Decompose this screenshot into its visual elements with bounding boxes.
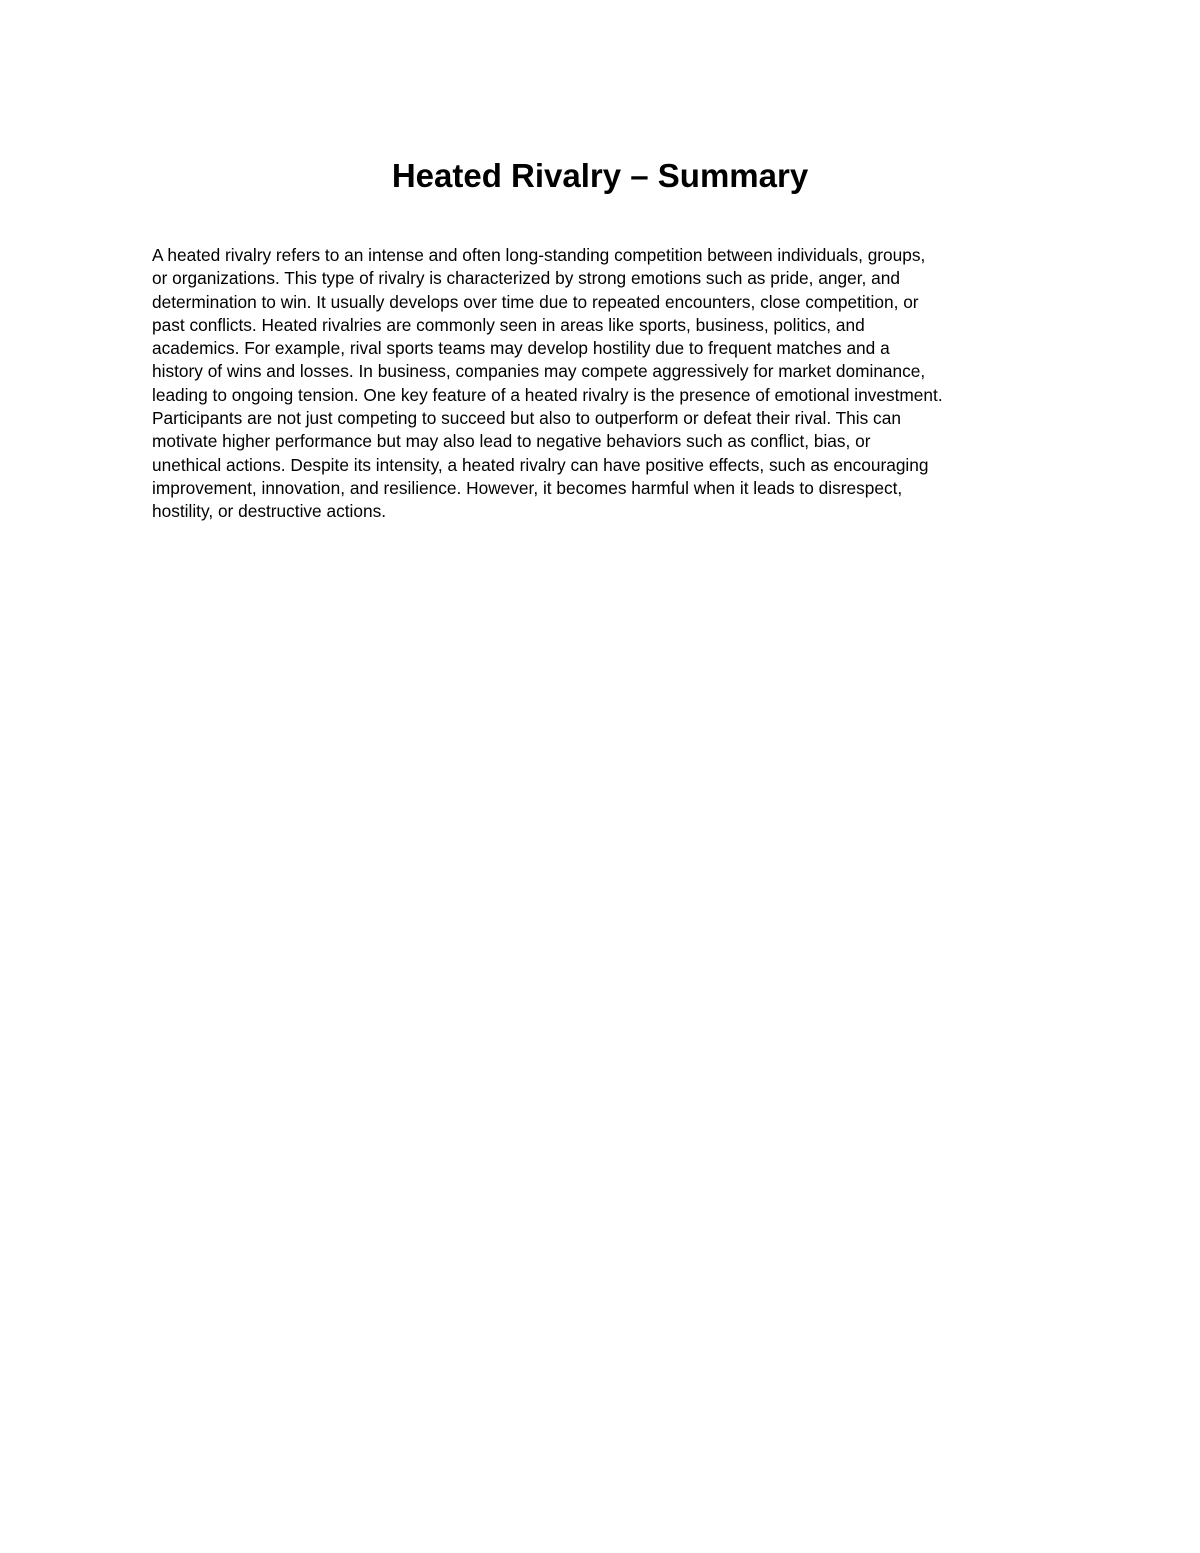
paragraph-line: leading to ongoing tension. One key feature of a heated rivalry is the presence of emotional investment. xyxy=(152,384,943,405)
paragraph-line: past conflicts. Heated rivalries are commonly seen in areas like sports, business, politics, and xyxy=(152,314,865,335)
paragraph-line: Participants are not just competing to succeed but also to outperform or defeat their rival. This can xyxy=(152,408,901,429)
document-title: Heated Rivalry – Summary xyxy=(391,157,809,194)
summary-paragraph xyxy=(152,244,1057,524)
paragraph-line: academics. For example, rival sports teams may develop hostility due to frequent matches and a xyxy=(152,338,890,359)
paragraph-line: unethical actions. Despite its intensity, a heated rivalry can have positive effects, such as encouraging xyxy=(152,454,929,475)
paragraph-line: improvement, innovation, and resilience. However, it becomes harmful when it leads to disrespect, xyxy=(152,477,903,498)
paragraph-line: history of wins and losses. In business, companies may compete aggressively for market dominance, xyxy=(152,361,926,382)
paragraph-line: hostility, or destructive actions. xyxy=(152,501,387,522)
paragraph-line: motivate higher performance but may also lead to negative behaviors such as conflict, bias, or xyxy=(152,431,871,452)
paragraph-line: or organizations. This type of rivalry is characterized by strong emotions such as pride, anger, and xyxy=(152,268,900,289)
paragraph-line: determination to win. It usually develops over time due to repeated encounters, close competition, or xyxy=(152,291,919,312)
paragraph-line: A heated rivalry refers to an intense and often long-standing competition between individuals, groups, xyxy=(152,245,926,265)
